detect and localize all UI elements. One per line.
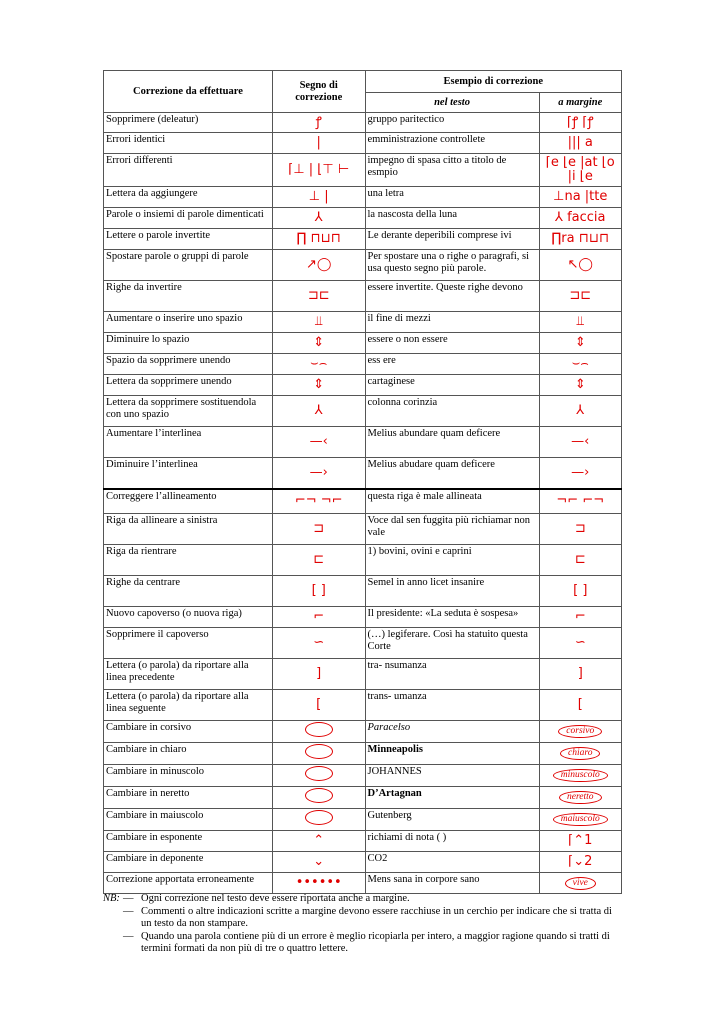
example-in-text: Per spostare una o righe o paragrafi, si usa questo segno più parole. [365, 250, 539, 281]
correction-label: Lettera (o parola) da riportare alla linea precedente [104, 659, 273, 690]
oval-mark-icon [305, 788, 333, 803]
correction-sign [272, 628, 365, 659]
header-in-text: nel testo [365, 93, 539, 113]
table-row [104, 787, 622, 809]
correction-label: Lettera (o parola) da riportare alla linea seguente [104, 690, 273, 721]
example-in-text: questa riga è male allineata [365, 489, 539, 514]
table-row [104, 545, 622, 576]
example-in-margin [539, 852, 621, 873]
correction-label: Correzione apportata erroneamente [104, 873, 273, 894]
correction-label: Cambiare in maiuscolo [104, 809, 273, 831]
correction-sign [272, 312, 365, 333]
example-in-text: una letra [365, 187, 539, 208]
margin-mark-icon: ⌐ [574, 609, 586, 624]
correction-sign [272, 333, 365, 354]
margin-mark-icon: —› [571, 464, 590, 480]
oval-mark-icon [305, 722, 333, 737]
table-row [104, 281, 622, 312]
correction-table [103, 70, 622, 894]
table-row [104, 690, 622, 721]
correction-sign [272, 514, 365, 545]
example-in-text: CO2 [365, 852, 539, 873]
correction-sign [272, 489, 365, 514]
example-in-margin [539, 312, 621, 333]
correction-label: Sopprimere il capoverso [104, 628, 273, 659]
table-row [104, 628, 622, 659]
example-in-margin [539, 154, 621, 187]
correction-label: Cambiare in neretto [104, 787, 273, 809]
table-row [104, 852, 622, 873]
footnote-3: — Quando una parola contiene più di un errore è meglio ricopiarla per intero, a maggior ragione quando si tratti di termini formati da non più di tre o quattro lettere. [103, 931, 623, 956]
example-in-margin [539, 250, 621, 281]
table-row [104, 154, 622, 187]
table-row [104, 514, 622, 545]
example-in-text: Semel in anno licet insanire [365, 576, 539, 607]
proof-mark-icon: ⅄ [314, 210, 323, 225]
correction-sign [272, 375, 365, 396]
table-row [104, 458, 622, 489]
table-row [104, 354, 622, 375]
table-row [104, 187, 622, 208]
correction-label: Nuovo capoverso (o nuova riga) [104, 607, 273, 628]
margin-mark-icon: ||| a [567, 135, 593, 150]
proof-mark-icon: •••••• [295, 875, 342, 890]
example-in-text: essere invertite. Queste righe devono [365, 281, 539, 312]
correction-sign [272, 743, 365, 765]
margin-note-oval: chiaro [560, 747, 600, 760]
correction-label: Errori identici [104, 133, 273, 154]
table-row [104, 743, 622, 765]
correction-sign [272, 458, 365, 489]
table-row [104, 113, 622, 133]
example-in-margin [539, 787, 621, 809]
margin-mark-icon: ⌈⌃1 [568, 833, 593, 848]
example-in-margin [539, 375, 621, 396]
proof-mark-icon: ∏ ⊓⊔⊓ [296, 231, 341, 246]
example-in-text: impegno di spasa citto a titolo de esmpio [365, 154, 539, 187]
correction-table-container [103, 70, 622, 894]
table-row [104, 489, 622, 514]
table-row [104, 208, 622, 229]
margin-note-oval: maiuscolo [553, 813, 608, 826]
example-in-margin [539, 576, 621, 607]
example-in-text: Il presidente: «La seduta è sospesa» [365, 607, 539, 628]
table-row [104, 427, 622, 458]
example-in-text: JOHANNES [365, 765, 539, 787]
example-in-margin [539, 489, 621, 514]
table-row [104, 229, 622, 250]
example-in-margin [539, 514, 621, 545]
margin-note-oval: vive [565, 877, 596, 890]
correction-sign [272, 545, 365, 576]
proof-mark-icon: ] [316, 666, 322, 681]
correction-sign [272, 576, 365, 607]
oval-mark-icon [305, 766, 333, 781]
example-in-margin [539, 628, 621, 659]
proof-mark-icon: ⌈⊥ | ⌊⊤ ⊢ [288, 162, 350, 177]
correction-label: Riga da rientrare [104, 545, 273, 576]
correction-label: Riga da allineare a sinistra [104, 514, 273, 545]
example-in-text: Gutenberg [365, 809, 539, 831]
header-sign: Segno di correzione [272, 71, 365, 113]
correction-label: Diminuire l’interlinea [104, 458, 273, 489]
example-in-margin [539, 113, 621, 133]
footnote-text: Commenti o altre indicazioni scritte a margine devono essere racchiuse in un cerchio per indicare che si tratta di un testo da non stampare. [141, 905, 612, 929]
margin-mark-icon: [ [577, 697, 583, 712]
example-in-margin [539, 396, 621, 427]
correction-label: Diminuire lo spazio [104, 333, 273, 354]
correction-sign [272, 765, 365, 787]
table-row [104, 659, 622, 690]
header-correction: Correzione da effettuare [104, 71, 273, 113]
example-in-margin [539, 873, 621, 894]
example-in-text: cartaginese [365, 375, 539, 396]
correction-sign [272, 187, 365, 208]
proof-mark-icon: ⌄ [313, 854, 325, 869]
proof-mark-icon: ⌐¬ ¬⌐ [294, 493, 343, 509]
correction-label: Righe da centrare [104, 576, 273, 607]
proof-mark-icon: ꝭ [315, 114, 322, 130]
correction-label: Spostare parole o gruppi di parole [104, 250, 273, 281]
oval-mark-icon [305, 810, 333, 825]
footnotes [103, 893, 623, 956]
margin-mark-icon: ⌈ꝭ ⌈ꝭ [566, 114, 594, 130]
example-in-margin [539, 831, 621, 852]
header-example: Esempio di correzione [365, 71, 621, 93]
table-row [104, 576, 622, 607]
margin-mark-icon: ⊥na |tte [553, 189, 608, 204]
margin-mark-icon: ¬⌐ ⌐¬ [556, 493, 605, 509]
example-in-text: tra- nsumanza [365, 659, 539, 690]
proof-mark-icon: ⌐ [313, 609, 325, 624]
table-body [104, 113, 622, 894]
proof-mark-icon: ⌣⌢ [310, 356, 328, 371]
table-row [104, 312, 622, 333]
example-in-text: essere o non essere [365, 333, 539, 354]
correction-label: Errori differenti [104, 154, 273, 187]
correction-sign [272, 229, 365, 250]
table-row [104, 809, 622, 831]
correction-sign [272, 690, 365, 721]
correction-label: Cambiare in chiaro [104, 743, 273, 765]
correction-sign [272, 427, 365, 458]
correction-label: Cambiare in minuscolo [104, 765, 273, 787]
example-in-text: emministrazione controllete [365, 133, 539, 154]
example-in-text: Voce dal sen fuggita più richiamar non vale [365, 514, 539, 545]
table-row [104, 765, 622, 787]
example-in-margin [539, 427, 621, 458]
example-in-text: Melius abudare quam deficere [365, 458, 539, 489]
correction-sign [272, 113, 365, 133]
example-in-margin [539, 765, 621, 787]
correction-label: Lettera da sopprimere unendo [104, 375, 273, 396]
correction-sign [272, 659, 365, 690]
correction-label: Aumentare o inserire uno spazio [104, 312, 273, 333]
example-in-margin [539, 721, 621, 743]
example-in-margin [539, 659, 621, 690]
correction-sign [272, 354, 365, 375]
correction-sign [272, 607, 365, 628]
margin-mark-icon: ] [577, 666, 583, 681]
correction-sign [272, 852, 365, 873]
proof-mark-icon: ⌃ [313, 833, 325, 848]
margin-mark-icon: ↖◯ [567, 257, 593, 272]
margin-mark-icon: —‹ [571, 434, 590, 449]
proof-mark-icon: ⊐ [313, 521, 325, 536]
example-in-text: ess ere [365, 354, 539, 375]
correction-label: Cambiare in esponente [104, 831, 273, 852]
example-in-text: colonna corinzia [365, 396, 539, 427]
correction-sign [272, 787, 365, 809]
example-in-text: D’Artagnan [365, 787, 539, 809]
correction-label: Spazio da sopprimere unendo [104, 354, 273, 375]
margin-mark-icon: [ ] [573, 583, 588, 598]
correction-sign [272, 721, 365, 743]
correction-sign [272, 873, 365, 894]
correction-label: Lettera da aggiungere [104, 187, 273, 208]
margin-mark-icon: ⊏ [574, 552, 586, 567]
example-in-text: Paracelso [365, 721, 539, 743]
proof-mark-icon: | [316, 135, 321, 150]
footnote-2: — Commenti o altre indicazioni scritte a margine devono essere racchiuse in un cerchio per indicare che si tratta di un testo da non stampare. [103, 906, 623, 931]
correction-label: Aumentare l’interlinea [104, 427, 273, 458]
example-in-text: Melius abundare quam deficere [365, 427, 539, 458]
proof-mark-icon: ⊐⊏ [307, 288, 330, 303]
correction-label: Cambiare in corsivo [104, 721, 273, 743]
header-in-margin: a margine [539, 93, 621, 113]
example-in-text: trans- umanza [365, 690, 539, 721]
margin-mark-icon: ⌈e ⌊e |at ⌊o |i ⌊e [545, 155, 615, 184]
correction-label: Parole o insiemi di parole dimenticati [104, 208, 273, 229]
example-in-margin [539, 208, 621, 229]
example-in-margin [539, 333, 621, 354]
oval-mark-icon [305, 744, 333, 759]
correction-label: Lettera da sopprimere sostituendola con uno spazio [104, 396, 273, 427]
margin-mark-icon: ⇕ [574, 335, 586, 350]
margin-mark-icon: ⊐⊏ [569, 288, 592, 303]
example-in-text: (…) legiferare. Così ha statuito questa Corte [365, 628, 539, 659]
margin-mark-icon: ⅄ [576, 403, 585, 418]
footnote-1: NB: — Ogni correzione nel testo deve essere riportata anche a margine. [103, 893, 623, 906]
margin-mark-icon: ⌣⌢ [571, 356, 589, 371]
proof-mark-icon: ⇕ [313, 377, 325, 392]
example-in-margin [539, 354, 621, 375]
example-in-margin [539, 458, 621, 489]
correction-sign [272, 281, 365, 312]
example-in-margin [539, 545, 621, 576]
margin-mark-icon: ∏ra ⊓⊔⊓ [551, 231, 610, 246]
table-row [104, 873, 622, 894]
table-row [104, 607, 622, 628]
example-in-text: gruppo paritectico [365, 113, 539, 133]
example-in-margin [539, 743, 621, 765]
table-row [104, 831, 622, 852]
table-row [104, 133, 622, 154]
footnote-lead: NB: [103, 893, 120, 904]
proof-mark-icon: ⊥ | [308, 189, 329, 204]
table-row [104, 721, 622, 743]
correction-sign [272, 809, 365, 831]
proof-mark-icon: ↗◯ [305, 257, 332, 272]
margin-mark-icon: ∽ [574, 635, 586, 650]
example-in-text: il fine di mezzi [365, 312, 539, 333]
example-in-text: Minneapolis [365, 743, 539, 765]
example-in-text: Le derante deperibili comprese ivi [365, 229, 539, 250]
proof-mark-icon: ⫫ [315, 314, 323, 329]
example-in-text: la nascosta della luna [365, 208, 539, 229]
proof-mark-icon: —› [309, 464, 328, 480]
example-in-margin [539, 187, 621, 208]
margin-note-oval: minuscolo [553, 769, 608, 782]
footnote-text: Quando una parola contiene più di un errore è meglio ricopiarla per intero, a maggior ragione quando si tratti di termini formati da non più di tre o quattro lettere. [141, 930, 610, 954]
margin-note-oval: neretto [559, 791, 602, 804]
proof-mark-icon: [ ] [311, 583, 326, 598]
correction-sign [272, 396, 365, 427]
correction-sign [272, 154, 365, 187]
table-row [104, 333, 622, 354]
example-in-text: 1) bovini, ovini e caprini [365, 545, 539, 576]
correction-sign [272, 831, 365, 852]
example-in-margin [539, 690, 621, 721]
proof-mark-icon: —‹ [309, 434, 328, 449]
proof-mark-icon: ⅄ [314, 403, 323, 418]
margin-note-oval: corsivo [558, 725, 602, 738]
margin-mark-icon: ⇕ [574, 377, 586, 392]
correction-label: Sopprimere (deleatur) [104, 113, 273, 133]
correction-sign [272, 250, 365, 281]
table-row [104, 250, 622, 281]
footnote-text: Ogni correzione nel testo deve essere riportata anche a margine. [141, 893, 410, 904]
example-in-margin [539, 281, 621, 312]
margin-mark-icon: ⊐ [574, 521, 586, 536]
proof-mark-icon: [ [316, 697, 322, 712]
proof-mark-icon: ∽ [313, 635, 325, 650]
margin-mark-icon: ⅄ faccia [555, 210, 606, 225]
table-row [104, 375, 622, 396]
example-in-margin [539, 133, 621, 154]
example-in-margin [539, 229, 621, 250]
correction-label: Lettere o parole invertite [104, 229, 273, 250]
example-in-text: Mens sana in corpore sano [365, 873, 539, 894]
example-in-margin [539, 607, 621, 628]
correction-label: Cambiare in deponente [104, 852, 273, 873]
proof-mark-icon: ⇕ [313, 335, 325, 350]
correction-sign [272, 208, 365, 229]
margin-mark-icon: ⫫ [576, 314, 584, 329]
margin-mark-icon: ⌈⌄2 [568, 854, 593, 869]
correction-sign [272, 133, 365, 154]
example-in-margin [539, 809, 621, 831]
table-row [104, 396, 622, 427]
correction-label: Correggere l’allineamento [104, 489, 273, 514]
proof-mark-icon: ⊏ [313, 552, 325, 567]
example-in-text: richiami di nota ( ) [365, 831, 539, 852]
correction-label: Righe da invertire [104, 281, 273, 312]
